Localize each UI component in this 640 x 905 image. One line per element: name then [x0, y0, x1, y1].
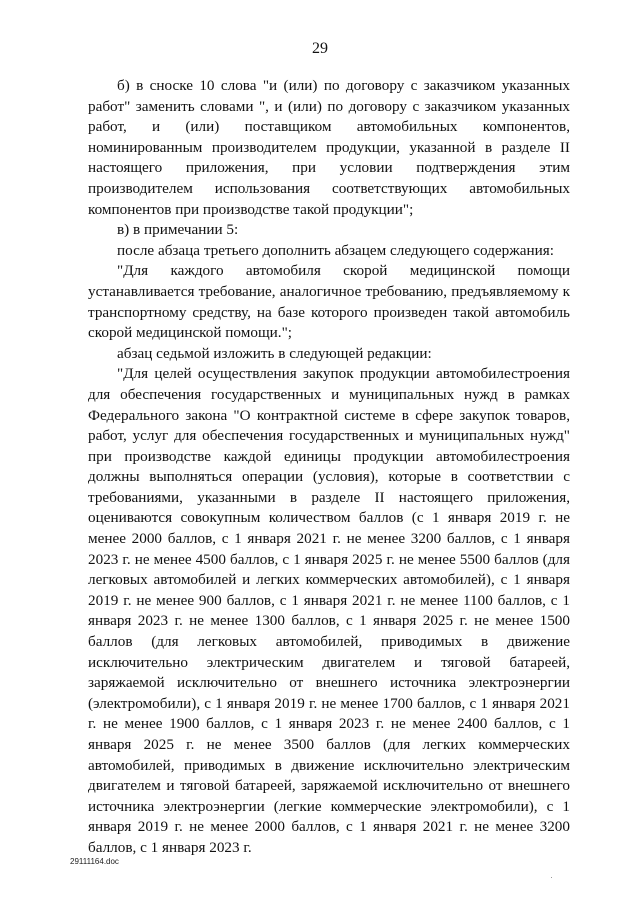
paragraph-insert-instruction: после абзаца третьего дополнить абзацем следующего содержания: — [117, 241, 554, 259]
page-number: 29 — [312, 40, 328, 57]
document-body — [88, 76, 570, 859]
paragraph-procurement-scores: "Для целей осуществления закупок продукции автомобилестроения для обеспечения государственных и муниципальных нужд в рамках Федерального закона "О контрактной системе в сфере закупок товаров, работ, услуг для обеспечения государственных и муниципальных нужд" при производстве каждой единицы продукции автомобилестроения должны выполняться операции (условия), которые в соответствии с требованиями, указанными в разделе II настоящего приложения, оцениваются совокупным количеством баллов (с 1 января 2019 г. не менее 2000 баллов, с 1 января 2021 г. не менее 3200 баллов, с 1 января 2023 г. не менее 4500 баллов, с 1 января 2025 г. не менее 5500 баллов (для легковых автомобилей и легких коммерческих автомобилей), с 1 января 2019 г. не менее 900 баллов, с 1 января 2021 г. не менее 1100 баллов, с 1 января 2023 г. не менее 1300 баллов, с 1 января 2025 г. не менее 1500 баллов (для легковых автомобилей, приводимых в движение исключительно электрическим двигателем и тяговой батареей, заряжаемой исключительно от внешнего источника электроэнергии (электромобили), с 1 января 2019 г. не менее 1700 баллов, с 1 января 2021 г. не менее 1900 баллов, с 1 января 2023 г. не менее 2400 баллов, с 1 января 2025 г. не менее 3500 баллов (для легких коммерческих автомобилей, приводимых в движение исключительно электрическим двигателем и тяговой батареей, заряжаемой исключительно от внешнего источника электроэнергии (легкие коммерческие электромобили), с 1 января 2019 г. не менее 2000 баллов, с 1 января 2021 г. не менее 3200 баллов, с 1 января 2023 г. — [88, 365, 570, 856]
paragraph-seventh-instruction: абзац седьмой изложить в следующей редакции: — [117, 344, 432, 362]
paragraph-note-5-heading: в) в примечании 5: — [117, 221, 239, 239]
footer-filename: 29111164.doc — [70, 857, 119, 866]
scan-speck — [551, 877, 552, 878]
paragraph-ambulance-requirement: "Для каждого автомобиля скорой медицинской помощи устанавливается требование, аналогичное требованию, предъявляемому к транспортному средству, на базе которого произведен такой автомобиль скорой медицинской помощи."; — [88, 262, 570, 342]
paragraph-footnote-10: б) в сноске 10 слова "и (или) по договору с заказчиком указанных работ" заменить словами ", и (или) по договору с заказчиком указанных работ, и (или) поставщиком автомобильных компонентов, номинированным производителем продукции, указанной в разделе II настоящего приложения, при условии подтверждения этим производителем использования соответствующих автомобильных компонентов при производстве такой продукции"; — [88, 77, 570, 218]
